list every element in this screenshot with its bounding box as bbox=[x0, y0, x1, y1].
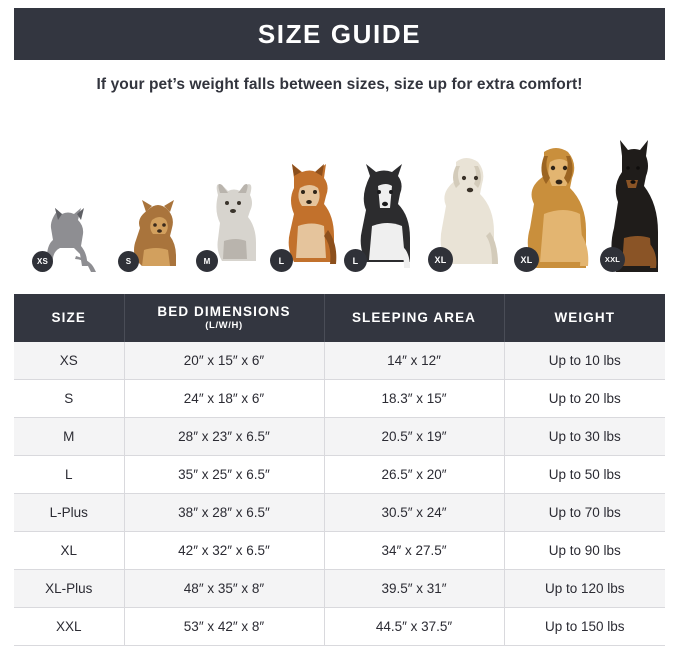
table-row bbox=[14, 532, 665, 570]
cell-weight: Up to 30 lbs bbox=[504, 418, 665, 456]
cell-dimensions: 48″ x 35″ x 8″ bbox=[124, 570, 324, 608]
cell-size: L-Plus bbox=[14, 494, 124, 532]
column-header-size-label: SIZE bbox=[51, 310, 86, 325]
badge-xs-label: XS bbox=[36, 257, 49, 266]
cell-weight: Up to 120 lbs bbox=[504, 570, 665, 608]
cell-dimensions: 20″ x 15″ x 6″ bbox=[124, 342, 324, 380]
cell-size: XL bbox=[14, 532, 124, 570]
cell-weight: Up to 70 lbs bbox=[504, 494, 665, 532]
cell-sleeping: 34″ x 27.5″ bbox=[324, 532, 504, 570]
badge-l-1-label: L bbox=[278, 255, 285, 266]
shiba-inu-silhouette bbox=[270, 162, 344, 272]
column-header-dimensions-label: BED DIMENSIONS bbox=[157, 304, 291, 319]
table-row bbox=[14, 570, 665, 608]
badge-xl-2-label: XL bbox=[520, 254, 533, 265]
table-row bbox=[14, 456, 665, 494]
cell-sleeping: 18.3″ x 15″ bbox=[324, 380, 504, 418]
cell-size: S bbox=[14, 380, 124, 418]
pet-figure-m bbox=[196, 177, 266, 272]
badge-xs bbox=[32, 251, 53, 272]
badge-xl-2 bbox=[514, 247, 539, 272]
cell-weight: Up to 150 lbs bbox=[504, 608, 665, 646]
badge-m bbox=[196, 250, 218, 272]
golden-retriever-silhouette bbox=[514, 144, 602, 272]
badge-l-2-label: L bbox=[352, 255, 359, 266]
cell-sleeping: 30.5″ x 24″ bbox=[324, 494, 504, 532]
column-header-weight bbox=[504, 294, 665, 342]
cell-sleeping: 39.5″ x 31″ bbox=[324, 570, 504, 608]
badge-xxl bbox=[600, 247, 625, 272]
cell-size: XL-Plus bbox=[14, 570, 124, 608]
table-row bbox=[14, 380, 665, 418]
cell-size: XXL bbox=[14, 608, 124, 646]
table-row bbox=[14, 342, 665, 380]
pet-figure-xxl bbox=[600, 140, 664, 272]
cell-size: XS bbox=[14, 342, 124, 380]
border-collie-silhouette bbox=[344, 162, 424, 272]
cell-dimensions: 24″ x 18″ x 6″ bbox=[124, 380, 324, 418]
doberman-silhouette bbox=[600, 140, 664, 272]
column-header-weight-label: WEIGHT bbox=[554, 310, 616, 325]
badge-xl-1 bbox=[428, 247, 453, 272]
cell-sleeping: 14″ x 12″ bbox=[324, 342, 504, 380]
column-header-size bbox=[14, 294, 124, 342]
pet-figure-xs bbox=[32, 194, 108, 272]
cell-dimensions: 35″ x 25″ x 6.5″ bbox=[124, 456, 324, 494]
badge-m-label: M bbox=[203, 256, 211, 266]
pet-figure-xl2 bbox=[514, 144, 602, 272]
column-header-sleeping-area bbox=[324, 294, 504, 342]
cat-silhouette bbox=[32, 194, 108, 272]
size-table-head bbox=[14, 294, 665, 342]
page-title: SIZE GUIDE bbox=[257, 18, 422, 49]
cell-weight: Up to 90 lbs bbox=[504, 532, 665, 570]
pet-figure-xl1 bbox=[428, 152, 510, 272]
badge-xl-1-label: XL bbox=[434, 254, 447, 265]
cell-dimensions: 28″ x 23″ x 6.5″ bbox=[124, 418, 324, 456]
cell-weight: Up to 50 lbs bbox=[504, 456, 665, 494]
cell-sleeping: 44.5″ x 37.5″ bbox=[324, 608, 504, 646]
badge-s bbox=[118, 251, 139, 272]
badge-l-2 bbox=[344, 249, 367, 272]
size-table bbox=[14, 294, 665, 646]
cell-sleeping: 20.5″ x 19″ bbox=[324, 418, 504, 456]
badge-xxl-label: XXL bbox=[604, 255, 621, 264]
column-header-dimensions-sub: (L/W/H) bbox=[205, 320, 243, 331]
table-header-row bbox=[14, 294, 665, 342]
cell-size: L bbox=[14, 456, 124, 494]
labrador-silhouette bbox=[428, 152, 510, 272]
cell-size: M bbox=[14, 418, 124, 456]
header-bar bbox=[14, 8, 665, 60]
pet-figure-s bbox=[118, 192, 190, 272]
cell-dimensions: 38″ x 28″ x 6.5″ bbox=[124, 494, 324, 532]
cell-sleeping: 26.5″ x 20″ bbox=[324, 456, 504, 494]
cell-weight: Up to 10 lbs bbox=[504, 342, 665, 380]
table-row bbox=[14, 494, 665, 532]
badge-l-1 bbox=[270, 249, 293, 272]
table-row bbox=[14, 608, 665, 646]
pet-figure-l2 bbox=[344, 162, 424, 272]
cell-dimensions: 53″ x 42″ x 8″ bbox=[124, 608, 324, 646]
pet-figure-l1 bbox=[270, 162, 344, 272]
badge-s-label: S bbox=[125, 257, 132, 266]
cell-weight: Up to 20 lbs bbox=[504, 380, 665, 418]
pet-size-illustrations bbox=[14, 132, 665, 272]
column-header-dimensions bbox=[124, 294, 324, 342]
french-bulldog-silhouette bbox=[196, 177, 266, 272]
cell-dimensions: 42″ x 32″ x 6.5″ bbox=[124, 532, 324, 570]
subtitle-text: If your pet’s weight falls between sizes, size up for extra comfort! bbox=[96, 76, 583, 93]
size-table-body bbox=[14, 342, 665, 646]
pomeranian-silhouette bbox=[118, 192, 190, 272]
table-row bbox=[14, 418, 665, 456]
column-header-sleeping-area-label: SLEEPING AREA bbox=[351, 310, 477, 325]
